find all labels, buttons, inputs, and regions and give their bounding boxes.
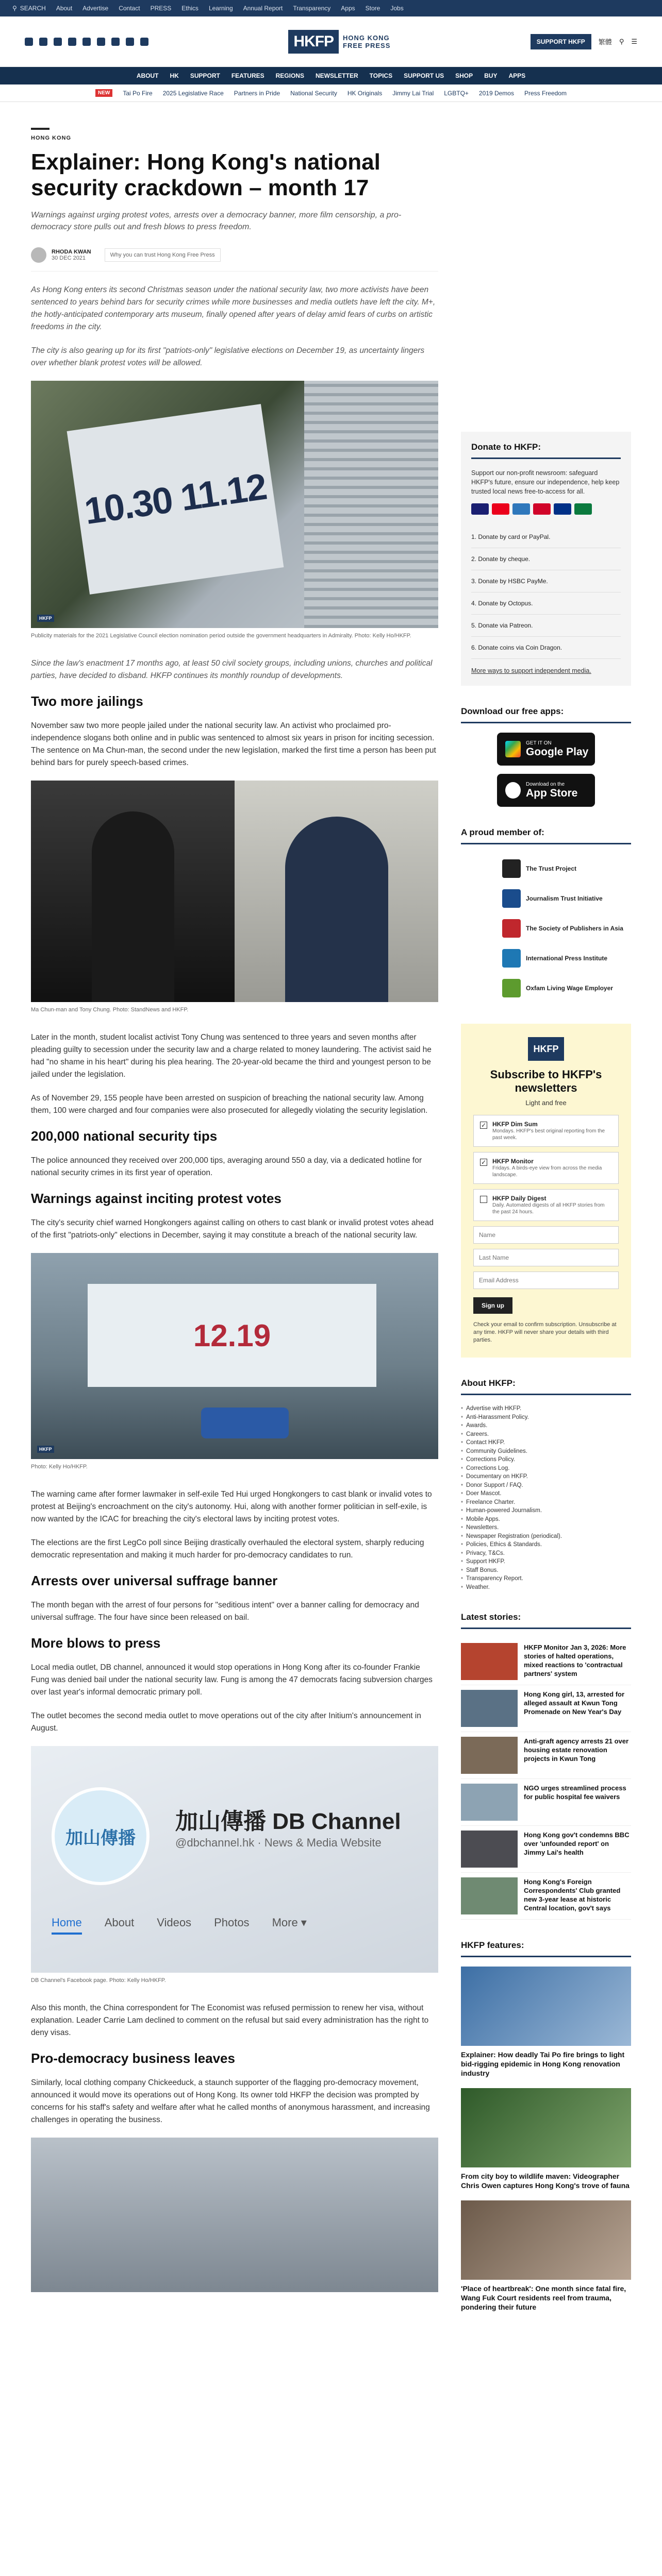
paragraph: Later in the month, student localist activist Tony Chung was sentenced to three years and seven months after pleading guilty to secession under the security law and a charge related to money laundering. The activist said he had "no shame in his heart" during his plea hearing. The 20-year-old became the third and youngest person to be jailed under the legislation. (31, 1033, 432, 1079)
last-name-field[interactable] (473, 1249, 619, 1266)
paypal-icon (554, 503, 571, 515)
about-link[interactable]: • Careers. (461, 1430, 631, 1439)
intro-paragraph: As Hong Kong enters its second Christmas season under the national security law, two more activists have been sentenced to years behind bars for security crimes while more businesses and media outlets have left the city. M+, the hotly-anticipated contemporary arts museum, finally opened after years of delay amid fears of curbs on artistic freedoms in the city. (31, 285, 436, 331)
latest-title: Latest stories: (461, 1612, 631, 1629)
feature-image (461, 2200, 631, 2280)
photo-caption: DB Channel's Facebook page. Photo: Kelly Ho/HKFP. (31, 1977, 166, 1984)
oxfam-logo (502, 979, 521, 997)
donate-text: Support our non-profit newsroom: safeguard HKFP's future, ensure our independence, help keep trusted local news free-to-access for all. (471, 469, 620, 495)
features-title: HKFP features: (461, 1940, 631, 1957)
topbar-transparency[interactable]: Transparency (293, 5, 331, 12)
person-figure (285, 817, 388, 1002)
language-switch[interactable]: 繁體 (598, 38, 612, 46)
feature-story[interactable]: 'Place of heartbreak': One month since fatal fire, Wang Fuk Court residents reel from trauma, pondering their future (461, 2200, 631, 2312)
checkbox-icon[interactable] (480, 1196, 487, 1203)
about-link[interactable]: • Anti-Harassment Policy. (461, 1413, 631, 1422)
about-link[interactable]: • Mobile Apps. (461, 1515, 631, 1524)
about-title: About HKFP: (461, 1378, 631, 1395)
photo-caption: Publicity materials for the 2021 Legislative Council election nomination period outside the government headquarters in Admiralty. Photo: Kelly Ho/HKFP. (31, 633, 411, 639)
linkedin-icon[interactable] (68, 38, 76, 46)
nav-features[interactable]: FEATURES (231, 72, 264, 79)
author-name[interactable]: RHODA KWAN (52, 249, 91, 255)
about-link[interactable]: • Newsletters. (461, 1523, 631, 1532)
site-logo[interactable] (288, 30, 390, 54)
about-link[interactable]: • Human-powered Journalism. (461, 1506, 631, 1515)
trending-press-freedom[interactable]: Press Freedom (524, 89, 567, 97)
logo-wordmark: HONG KONG FREE PRESS (343, 33, 391, 49)
topbar-contact[interactable]: Contact (119, 5, 140, 12)
nav-support-us[interactable]: SUPPORT US (404, 72, 444, 79)
threads-icon[interactable] (82, 38, 91, 46)
nav-regions[interactable]: REGIONS (275, 72, 304, 79)
article-title: Explainer: Hong Kong's national security crackdown – month 17 (31, 149, 380, 200)
instagram-icon[interactable] (54, 38, 62, 46)
visa-icon (471, 503, 489, 515)
db-channel-avatar (52, 1787, 150, 1885)
member-ipi[interactable]: International Press Institute (461, 943, 631, 973)
member-trust-project[interactable]: The Trust Project (461, 854, 631, 884)
photo-right-tony-chung (235, 781, 438, 1002)
newsletter-subtitle: Light and free (525, 1099, 567, 1107)
latest-story[interactable]: NGO urges streamlined process for public hospital fee waivers (461, 1779, 631, 1826)
building-graphic (304, 381, 438, 628)
apple-icon (505, 782, 521, 799)
donate-method-payme[interactable]: 3. Donate by HSBC PayMe. (471, 570, 621, 592)
paragraph: November saw two more people jailed under the national security law. An activist who proclaimed pro-independence slogans both online and in public was sentenced to almost six years in prison for inciting secession. The sentence on Ma Chun-man, the second under the new legislation, marked the first time a person has been put behind bars for purely speech-based crimes. (31, 721, 436, 767)
story-thumbnail (461, 1690, 518, 1727)
card-logos (471, 503, 621, 515)
photo-badge: HKFP (37, 1446, 54, 1453)
story-thumbnail (461, 1877, 518, 1914)
social-links (25, 38, 148, 46)
paragraph: Local media outlet, DB channel, announced it would stop operations in Hong Kong after its co-founder Frankie Fung was denied bail under the national security law. Fung is among the 47 democrats facing subversion charges over last year's informal democratic primary poll. (31, 1663, 433, 1697)
story-thumbnail (461, 1643, 518, 1680)
donate-method-card[interactable]: 1. Donate by card or PayPal. (471, 526, 621, 548)
donate-title: Donate to HKFP: (471, 442, 621, 459)
nav-hk[interactable]: HK (170, 72, 179, 79)
facebook-icon[interactable] (25, 38, 33, 46)
jti-logo (502, 889, 521, 908)
feature-image (461, 2088, 631, 2167)
about-box (461, 1378, 631, 1591)
about-link[interactable]: • Staff Bonus. (461, 1566, 631, 1575)
name-field[interactable] (473, 1226, 619, 1244)
about-link[interactable]: • Transparency Report. (461, 1574, 631, 1583)
nav-newsletter[interactable]: NEWSLETTER (315, 72, 358, 79)
person-figure (92, 811, 174, 1002)
trending-partners-in-pride[interactable]: Partners in Pride (234, 89, 280, 97)
trending-nav (0, 84, 662, 102)
newsletter-box (461, 1024, 631, 1358)
members-title: A proud member of: (461, 827, 631, 844)
about-link[interactable]: • Support HKFP. (461, 1557, 631, 1566)
fb-tab-photos: Photos (214, 1916, 250, 1929)
billboard-date-graphic: 12.19 (193, 1318, 271, 1353)
donate-method-patreon[interactable]: 5. Donate via Patreon. (471, 615, 621, 637)
unionpay-icon (533, 503, 551, 515)
newsletter-title: Subscribe to HKFP's newsletters (490, 1068, 602, 1094)
trust-link[interactable]: Why you can trust Hong Kong Free Press (105, 248, 221, 262)
latest-box (461, 1612, 631, 1920)
about-link[interactable]: • Documentary on HKFP. (461, 1472, 631, 1481)
about-link[interactable]: • Corrections Policy. (461, 1455, 631, 1464)
search-link[interactable]: ⚲ SEARCH (12, 5, 46, 12)
latest-story[interactable]: HKFP Monitor Jan 3, 2026: More stories of halted operations, mixed reactions to 'contractual partners' system (461, 1638, 631, 1685)
search-icon: ⚲ (12, 5, 17, 12)
email-icon[interactable] (111, 38, 120, 46)
topbar-annual-report[interactable]: Annual Report (243, 5, 283, 12)
photo-caption: Photo: Kelly Ho/HKFP. (31, 1464, 88, 1470)
paragraph: The outlet becomes the second media outlet to move operations out of the city after Initium's announcement in August. (31, 1711, 421, 1733)
member-sopa[interactable]: The Society of Publishers in Asia (461, 913, 631, 943)
trending-legislative-race[interactable]: 2025 Legislative Race (162, 89, 224, 97)
about-link[interactable]: • Contact HKFP. (461, 1438, 631, 1447)
feature-story[interactable]: From city boy to wildlife maven: Videographer Chris Owen captures Hong Kong's trove of fauna (461, 2088, 631, 2190)
about-link[interactable]: • Awards. (461, 1421, 631, 1430)
trending-jimmy-lai[interactable]: Jimmy Lai Trial (392, 89, 434, 97)
paragraph: Similarly, local clothing company Chickeeduck, a staunch supporter of the flagging pro-democracy movement, announced it would move its operations out of Hong Kong. Its owner told HKFP the decision was prompted by concerns for his staff's safety and welfare after what he called months of anonymous harassment, and increasing challenges in operating the business. (31, 2078, 430, 2124)
nav-shop[interactable]: SHOP (455, 72, 473, 79)
nav-buy[interactable]: BUY (484, 72, 498, 79)
newsletter-option-daily-digest[interactable]: HKFP Daily Digest Daily. Automated digests of all HKFP stories from the past 24 hours. (473, 1189, 619, 1221)
topbar-apps[interactable]: Apps (341, 5, 355, 12)
menu-icon[interactable]: ☰ (631, 37, 637, 45)
mastercard-icon (492, 503, 509, 515)
search-icon[interactable]: ⚲ (619, 37, 624, 45)
db-channel-handle: @dbchannel.hk · News & Media Website (175, 1836, 382, 1849)
fb-tab-about: About (104, 1916, 135, 1929)
db-channel-tabs (52, 1916, 307, 1935)
google-play-button[interactable]: GET IT ON Google Play (497, 733, 595, 766)
topbar-jobs[interactable]: Jobs (390, 5, 404, 12)
billboard-graphic (88, 1284, 376, 1387)
about-list (461, 1404, 631, 1591)
section-heading: More blows to press (31, 1635, 161, 1651)
taxi-graphic (201, 1408, 289, 1438)
google-play-icon (505, 741, 521, 757)
story-thumbnail (461, 1831, 518, 1868)
latest-story[interactable]: Hong Kong gov't condemns BBC over 'unfounded report' on Jimmy Lai's health (461, 1826, 631, 1873)
support-hkfp-button[interactable]: SUPPORT HKFP (531, 34, 591, 49)
photo-left-ma-chun-man (31, 781, 235, 1002)
checkbox-checked-icon[interactable]: ✓ (481, 1159, 487, 1166)
sidebar (461, 432, 631, 2332)
donate-box (461, 432, 631, 686)
feature-story[interactable]: Explainer: How deadly Tai Po fire brings to light bid-rigging epidemic in Hong Kong renovation industry (461, 1967, 631, 2078)
fb-tab-more: More ▾ (272, 1916, 307, 1929)
sopa-logo (502, 919, 521, 938)
newsletter-option-monitor[interactable]: ✓ HKFP Monitor Fridays. A birds-eye view from across the media landscape. (473, 1152, 619, 1184)
paragraph: The warning came after former lawmaker in self-exile Ted Hui urged Hongkongers to cast blank or invalid votes to protest at Beijing's encroachment on the city's autonomy. Hui, along with another former politician in self-exile, is now wanted by the ICAC for breaching the city's electoral laws by inciting protest votes. (31, 1490, 432, 1523)
member-jti[interactable]: Journalism Trust Initiative (461, 884, 631, 913)
topbar-press[interactable]: PRESS (150, 5, 172, 12)
about-link[interactable]: • Weather. (461, 1583, 631, 1592)
about-link[interactable]: • Policies, Ethics & Standards. (461, 1540, 631, 1549)
paragraph: Since the law's enactment 17 months ago, at least 50 civil society groups, including unions, churches and political parties, have decided to disband. HKFP continues its monthly roundup of developments. (31, 659, 433, 680)
checkbox-checked-icon[interactable]: ✓ (481, 1122, 487, 1129)
paragraph: The city's security chief warned Hongkongers against calling on others to cast blank or invalid protest votes ahead of the first "patriots-only" elections in December, saying it may constitute a breach of the national security law. (31, 1218, 434, 1240)
trending-tai-po-fire[interactable]: Tai Po Fire (123, 89, 153, 97)
trending-national-security[interactable]: National Security (290, 89, 337, 97)
nav-support[interactable]: SUPPORT (190, 72, 220, 79)
nav-topics[interactable]: TOPICS (369, 72, 393, 79)
photo-election-banner (31, 381, 438, 628)
article (31, 102, 438, 2296)
about-link[interactable]: • Freelance Charter. (461, 1498, 631, 1507)
topbar-learning[interactable]: Learning (208, 5, 233, 12)
donate-method-coin-dragon[interactable]: 6. Donate coins via Coin Dragon. (471, 637, 621, 659)
banner-graphic (67, 404, 284, 595)
banner-date-graphic: 10.30 11.12 (81, 466, 269, 533)
byline (31, 247, 438, 272)
top-utility-bar (0, 0, 662, 16)
email-field[interactable] (473, 1272, 619, 1289)
paragraph: The police announced they received over 200,000 tips, averaging around 550 a day, via a dedicated hotline for national security crimes in its first year of operation. (31, 1156, 422, 1177)
about-link[interactable]: • Donor Support / FAQ. (461, 1481, 631, 1490)
telegram-icon[interactable] (126, 38, 134, 46)
paragraph: The month began with the arrest of four persons for "seditious intent" over a banner calling for democracy and universal suffrage. The four have since been released on bail. (31, 1601, 419, 1622)
main-nav (0, 67, 662, 84)
topbar-about[interactable]: About (56, 5, 73, 12)
trust-project-logo (502, 859, 521, 878)
photo-caption: Ma Chun-man and Tony Chung. Photo: StandNews and HKFP. (31, 1007, 189, 1013)
logo-mark: HKFP (288, 30, 339, 54)
photo-chickeeduck (31, 2138, 438, 2292)
new-badge: NEW (95, 89, 112, 97)
about-link[interactable]: • Corrections Log. (461, 1464, 631, 1473)
amex-icon (512, 503, 530, 515)
trending-lgbtq[interactable]: LGBTQ+ (444, 89, 469, 97)
newsletter-logo: HKFP (528, 1037, 564, 1061)
fb-tab-home: Home (52, 1916, 82, 1935)
latest-story[interactable]: Hong Kong's Foreign Correspondents' Club granted new 3-year lease at historic Central location, gov't says (461, 1873, 631, 1920)
newsletter-option-dim-sum[interactable]: ✓ HKFP Dim Sum Mondays. HKFP's best original reporting from the past week. (473, 1115, 619, 1147)
about-link[interactable]: • Doer Mascot. (461, 1489, 631, 1498)
feature-image (461, 1967, 631, 2046)
photo-db-channel-page (31, 1746, 438, 1973)
intro-paragraph-2: The city is also gearing up for its first "patriots-only" legislative elections on December 19, as uncertainty lingers over whether blank protest votes will be allowed. (31, 346, 425, 367)
section-heading: Warnings against inciting protest votes (31, 1191, 282, 1206)
trending-2019-demos[interactable]: 2019 Demos (478, 89, 514, 97)
nav-about[interactable]: ABOUT (136, 72, 159, 79)
nav-apps[interactable]: APPS (508, 72, 526, 79)
paragraph: Also this month, the China correspondent for The Economist was refused permission to renew her visa, without explanation. Leader Carrie Lam declined to comment on the refusal but said every administration has the right to deny visas. (31, 2004, 429, 2037)
kicker-rule (31, 128, 49, 130)
topbar-store[interactable]: Store (365, 5, 380, 12)
article-category[interactable]: HONG KONG (31, 135, 72, 141)
photo-election-billboard (31, 1253, 438, 1459)
photo-activists (31, 781, 438, 1002)
donate-method-cheque[interactable]: 2. Donate by cheque. (471, 548, 621, 570)
section-heading: Arrests over universal suffrage banner (31, 1573, 278, 1588)
site-header (0, 16, 662, 67)
story-thumbnail (461, 1737, 518, 1774)
donate-method-octopus[interactable]: 4. Donate by Octopus. (471, 592, 621, 615)
paragraph: The elections are the first LegCo poll since Beijing drastically overhauled the electoral system, sharply reducing democratic representation and making it much harder for pro-democracy candidates to run. (31, 1538, 424, 1560)
members-box (461, 827, 631, 1003)
newsletter-fineprint: Check your email to confirm subscription. Unsubscribe at any time. HKFP will never share your details with third parties. (473, 1321, 617, 1343)
youtube-icon[interactable] (97, 38, 105, 46)
topbar-ethics[interactable]: Ethics (181, 5, 198, 12)
db-channel-name: 加山傳播 DB Channel (175, 1809, 401, 1834)
twitter-icon[interactable] (39, 38, 47, 46)
story-thumbnail (461, 1784, 518, 1821)
section-heading: Two more jailings (31, 693, 143, 709)
member-oxfam[interactable]: Oxfam Living Wage Employer (461, 973, 631, 1003)
section-heading: 200,000 national security tips (31, 1128, 218, 1144)
ipi-logo (502, 949, 521, 968)
about-link[interactable]: • Newspaper Registration (periodical). (461, 1532, 631, 1541)
apps-title: Download our free apps: (461, 706, 631, 723)
topbar-advertise[interactable]: Advertise (82, 5, 109, 12)
latest-story[interactable]: Hong Kong girl, 13, arrested for alleged assault at Kwun Tong Promenade on New Year's Day (461, 1685, 631, 1732)
about-link[interactable]: • Advertise with HKFP. (461, 1404, 631, 1413)
paragraph: As of November 29, 155 people have been arrested on suspicion of breaching the national security law. Among them, 100 were charged and four companies were also prosecuted for allegedly violating the security legislation. (31, 1094, 428, 1115)
author-avatar (31, 247, 46, 263)
article-dek: Warnings against urging protest votes, arrests over a democracy banner, more film censorship, a pro-democracy store pulls out and fresh blows to press freedom. (31, 211, 402, 231)
latest-story[interactable]: Anti-graft agency arrests 21 over housing estate renovation projects in Kwun Tong (461, 1732, 631, 1779)
fb-tab-videos: Videos (157, 1916, 192, 1929)
features-box (461, 1940, 631, 2312)
apps-box (461, 706, 631, 807)
db-channel-avatar-text: 加山傳播 (65, 1828, 136, 1848)
publish-date: 30 DEC 2021 (52, 255, 86, 261)
trending-hk-originals[interactable]: HK Originals (347, 89, 383, 97)
app-store-button[interactable]: Download on the App Store (497, 774, 595, 807)
jcb-icon (574, 503, 592, 515)
rss-icon[interactable] (140, 38, 148, 46)
signup-button[interactable]: Sign up (473, 1297, 512, 1314)
header-actions (531, 34, 637, 49)
more-ways-link[interactable]: More ways to support independent media. (471, 667, 591, 674)
photo-badge: HKFP (37, 615, 54, 622)
section-heading: Pro-democracy business leaves (31, 2050, 235, 2066)
about-link[interactable]: • Privacy, T&Cs. (461, 1549, 631, 1558)
about-link[interactable]: • Community Guidelines. (461, 1447, 631, 1456)
